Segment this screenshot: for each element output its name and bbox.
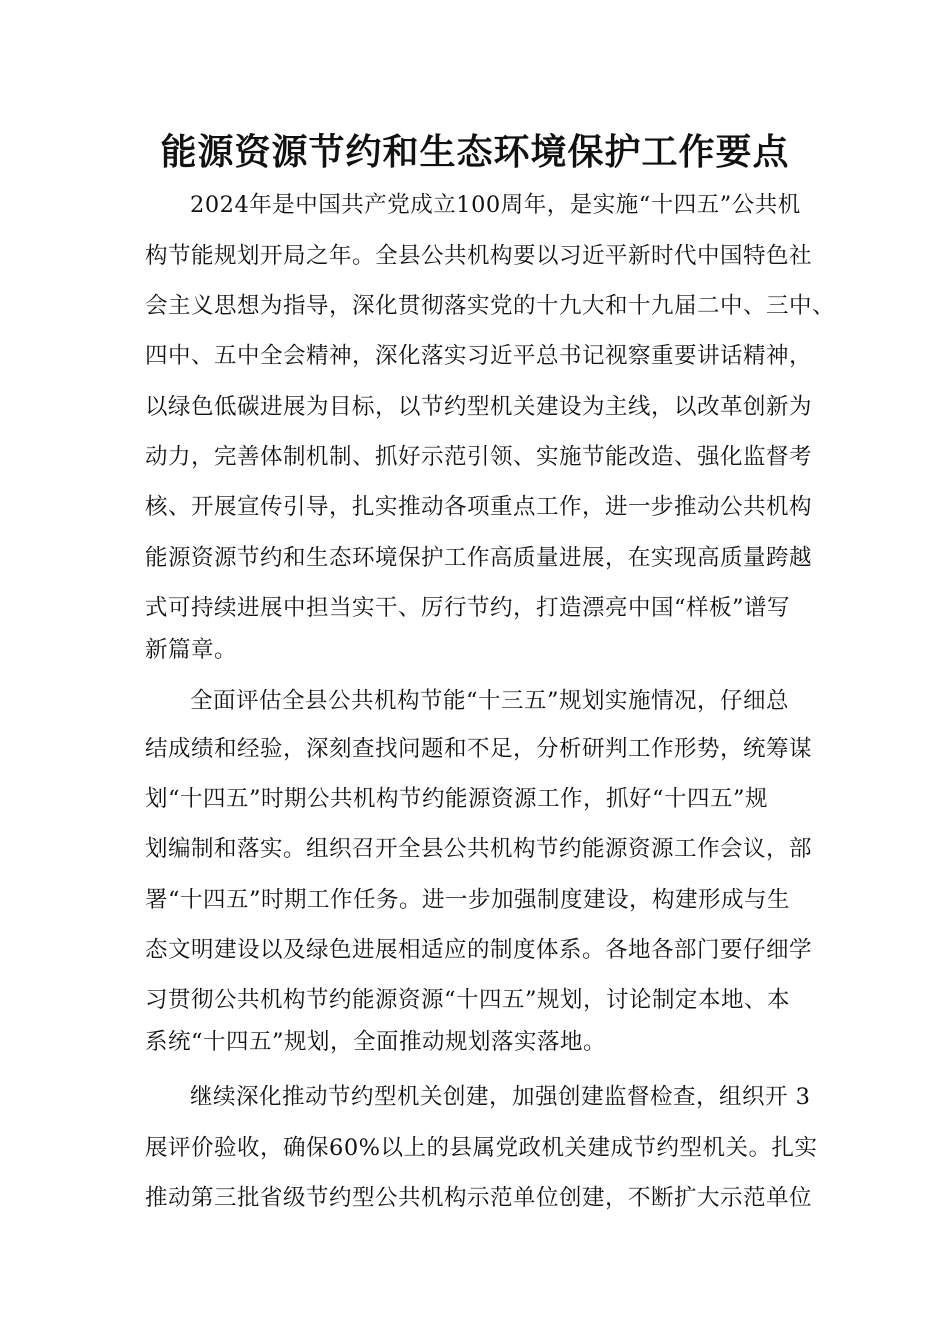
paragraph-3-line-2: 展评价验收，确保60%以上的县属党政机关建成节约型机关。扎实 xyxy=(145,1135,818,1161)
paragraph-2-line-2: 结成绩和经验，深刻查找问题和不足，分析研判工作形势，统筹谋 xyxy=(145,736,813,762)
paragraph-1-line-4: 四中、五中全会精神，深化落实习近平总书记视察重要讲话精神， xyxy=(145,343,813,369)
paragraph-3-line-1: 继续深化推动节约型机关创建，加强创建监督检查，组织开 3 xyxy=(190,1084,811,1110)
paragraph-1-line-6: 动力，完善体制机制、抓好示范引领、实施节能改造、强化监督考 xyxy=(145,444,813,470)
paragraph-2-line-7: 习贯彻公共机构节约能源资源“十四五”规划，讨论制定本地、本 xyxy=(145,987,791,1013)
paragraph-2-line-8: 系统“十四五”规划，全面推动规划落实落地。 xyxy=(145,1029,607,1055)
paragraph-1-line-2: 构节能规划开局之年。全县公共机构要以习近平新时代中国特色社 xyxy=(145,243,813,269)
paragraph-3-line-3: 推动第三批省级节约型公共机构示范单位创建，不断扩大示范单位 xyxy=(145,1185,813,1211)
paragraph-2-line-4: 划编制和落实。组织召开全县公共机构节约能源资源工作会议，部 xyxy=(145,836,813,862)
paragraph-2-line-6: 态文明建设以及绿色进展相适应的制度体系。各地各部门要仔细学 xyxy=(145,937,813,963)
paragraph-1-line-5: 以绿色低碳进展为目标，以节约型机关建设为主线，以改革创新为 xyxy=(145,394,813,420)
paragraph-1-line-7: 核、开展宣传引导，扎实推动各项重点工作，进一步推动公共机构 xyxy=(145,494,813,520)
document-title: 能源资源节约和生态环境保护工作要点 xyxy=(160,132,790,173)
paragraph-1-line-1: 2024年是中国共产党成立100周年，是实施“十四五”公共机 xyxy=(190,192,801,218)
paragraph-2-line-1: 全面评估全县公共机构节能“十三五”规划实施情况，仔细总 xyxy=(190,688,790,714)
paragraph-1-line-9: 式可持续进展中担当实干、厉行节约，打造漂亮中国“样板”谱写 xyxy=(145,595,791,621)
paragraph-1-line-8: 能源资源节约和生态环境保护工作高质量进展，在实现高质量跨越 xyxy=(145,545,813,571)
paragraph-2-line-5: 署“十四五”时期工作任务。进一步加强制度建设，构建形成与生 xyxy=(145,887,791,913)
paragraph-2-line-3: 划“十四五”时期公共机构节约能源资源工作，抓好“十四五”规 xyxy=(145,786,769,812)
paragraph-1-line-10: 新篇章。 xyxy=(145,637,238,663)
paragraph-1-line-3: 会主义思想为指导，深化贯彻落实党的十九大和十九届二中、三中、 xyxy=(145,293,836,319)
